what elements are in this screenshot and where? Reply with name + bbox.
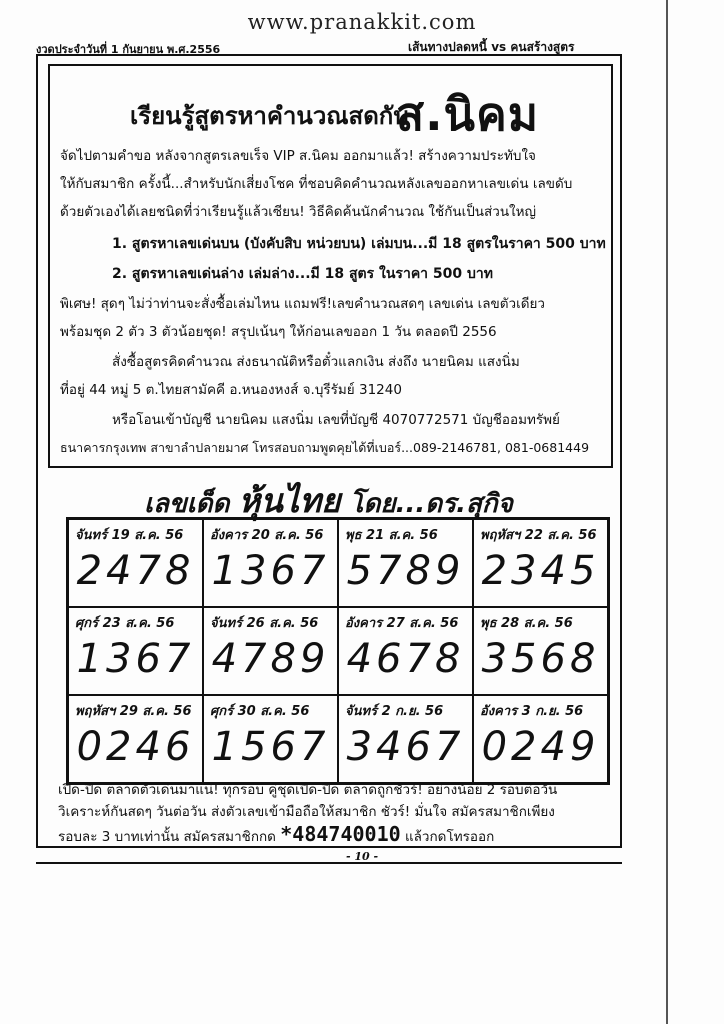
ad-bank-line: หรือโอนเข้าบัญชี นายนิคม แสงนิ่ม เลขที่บัญชี 4070772571 บัญชีออมทรัพย์: [112, 412, 560, 428]
sms-code: *484740010: [280, 822, 401, 846]
lottery-cell: [68, 607, 203, 695]
cell-number: 2345: [481, 548, 600, 594]
lottery-cell: [338, 607, 473, 695]
ad-special-line: พร้อมชุด 2 ตัว 3 ตัวน้อยชุด! สรุปเน้นๆ ให้ก่อนเลขออก 1 วัน ตลอดปี 2556: [60, 324, 497, 340]
page-number: - 10 -: [345, 850, 379, 863]
cell-date: จันทร์ 2 ก.ย. 56: [345, 704, 444, 719]
ad-special-line: พิเศษ! สุดๆ ไม่ว่าท่านจะสั่งซื้อเล่มไหน แถมฟรี!เลขคำนวณสดๆ เลขเด่น เลขตัวเดียว: [60, 296, 546, 312]
website-url: www.pranakkit.com: [247, 10, 477, 34]
subscription-call: แล้วกดโทรออก: [404, 829, 495, 845]
cell-date: จันทร์ 19 ส.ค. 56: [75, 528, 184, 543]
lottery-cell: [203, 519, 338, 607]
cell-number: 1567: [211, 724, 330, 770]
lottery-cell: [68, 519, 203, 607]
cell-date: พุธ 21 ส.ค. 56: [345, 528, 438, 543]
cell-number: 2478: [76, 548, 195, 594]
lottery-cell: [473, 519, 608, 607]
cell-number: 4678: [346, 636, 465, 682]
cell-date: จันทร์ 26 ส.ค. 56: [210, 616, 319, 631]
ad-order-line: ที่อยู่ 44 หมู่ 5 ต.ไทยสามัคคี อ.หนองหงส์ จ.บุรีรัมย์ 31240: [60, 382, 402, 398]
lottery-grid: [66, 517, 610, 785]
ad-line: ด้วยตัวเองได้เลยชนิดที่ว่าเรียนรู้แล้วเซียน! วิธีคิดค้นนักคำนวณ ใช้กันเป็นส่วนใหญ่: [60, 204, 537, 220]
ad-bank-line: ธนาคารกรุงเทพ สาขาลำปลายมาศ โทรสอบถามพูดคุยได้ที่เบอร์...089-2146781, 081-0681449: [60, 440, 590, 455]
cell-date: ศุกร์ 23 ส.ค. 56: [75, 616, 175, 631]
ad-line: ให้กับสมาชิก ครั้งนี้...สำหรับนักเสี่ยงโชค ที่ชอบคิดคำนวณหลังเลขออกหาเลขเด่น เลขดับ: [60, 176, 573, 192]
subscription-line: เปิด-ปิด ตลาดตัวเด่นมาแน่! ทุกรอบ คู่ชุดเปิด-ปิด ตลาดถูกชัวร์! อย่างน้อย 2 รอบต่อวัน: [58, 782, 558, 798]
lottery-title-author: โดย...ดร.สุกิจ: [349, 489, 513, 519]
ad-title: เรียนรู้สูตรหาคำนวณสดกับ: [130, 102, 409, 130]
lottery-cell: [473, 695, 608, 783]
lottery-cell: [338, 695, 473, 783]
cell-date: ศุกร์ 30 ส.ค. 56: [210, 704, 310, 719]
cell-date: อังคาร 20 ส.ค. 56: [210, 528, 324, 543]
cell-date: อังคาร 3 ก.ย. 56: [480, 704, 584, 719]
cell-number: 1367: [211, 548, 330, 594]
cell-number: 3467: [346, 724, 465, 770]
lottery-cell: [473, 607, 608, 695]
ad-title-name: ส.นิคม: [396, 87, 540, 141]
cell-date: พฤหัสฯ 29 ส.ค. 56: [75, 704, 192, 719]
cell-number: 0249: [481, 724, 600, 770]
subscription-text: [58, 779, 557, 848]
lottery-cell: [203, 607, 338, 695]
cell-number: 3568: [481, 636, 600, 682]
cell-number: 1367: [76, 636, 195, 682]
ad-line: จัดไปตามคำขอ หลังจากสูตรเลขเร็จ VIP ส.นิคม ออกมาแล้ว! สร้างความประทับใจ: [60, 148, 536, 164]
cell-number: 5789: [346, 548, 465, 594]
issue-date-header: งวดประจำวันที่ 1 กันยายน พ.ศ.2556: [36, 43, 221, 56]
subscription-line: [58, 823, 557, 848]
cell-date: อังคาร 27 ส.ค. 56: [345, 616, 459, 631]
subscription-price: รอบละ 3 บาทเท่านั้น สมัครสมาชิกกด: [58, 829, 276, 845]
bottom-rule: [36, 862, 622, 864]
ad-item-2: 2. สูตรหาเลขเด่นล่าง เล่มล่าง...มี 18 สูตร ในราคา 500 บาท: [112, 266, 493, 282]
cell-date: พุธ 28 ส.ค. 56: [480, 616, 573, 631]
column-title-header: เส้นทางปลดหนี้ vs คนสร้างสูตร: [408, 40, 575, 54]
cell-date: พฤหัสฯ 22 ส.ค. 56: [480, 528, 597, 543]
cell-number: 0246: [76, 724, 195, 770]
lottery-title-main: หุ้นไทย: [238, 481, 341, 520]
ad-item-1: 1. สูตรหาเลขเด่นบน (บังคับสิบ หน่วยบน) เล่มบน...มี 18 สูตรในราคา 500 บาท: [112, 236, 606, 252]
ad-order-line: สั่งซื้อสูตรคิดคำนวณ ส่งธนาณัติหรือตั๋วแลกเงิน ส่งถึง นายนิคม แสงนิ่ม: [112, 354, 520, 370]
lottery-cell: [68, 695, 203, 783]
lottery-title-prefix: เลขเด็ด: [144, 489, 230, 519]
cell-number: 4789: [211, 636, 330, 682]
page-edge: [666, 0, 668, 1024]
subscription-line: วิเคราะห์กันสดๆ วันต่อวัน ส่งตัวเลขเข้ามือถือให้สมาชิก ชัวร์! มั่นใจ สมัครสมาชิกเพียง: [58, 804, 555, 820]
lottery-cell: [203, 695, 338, 783]
lottery-cell: [338, 519, 473, 607]
